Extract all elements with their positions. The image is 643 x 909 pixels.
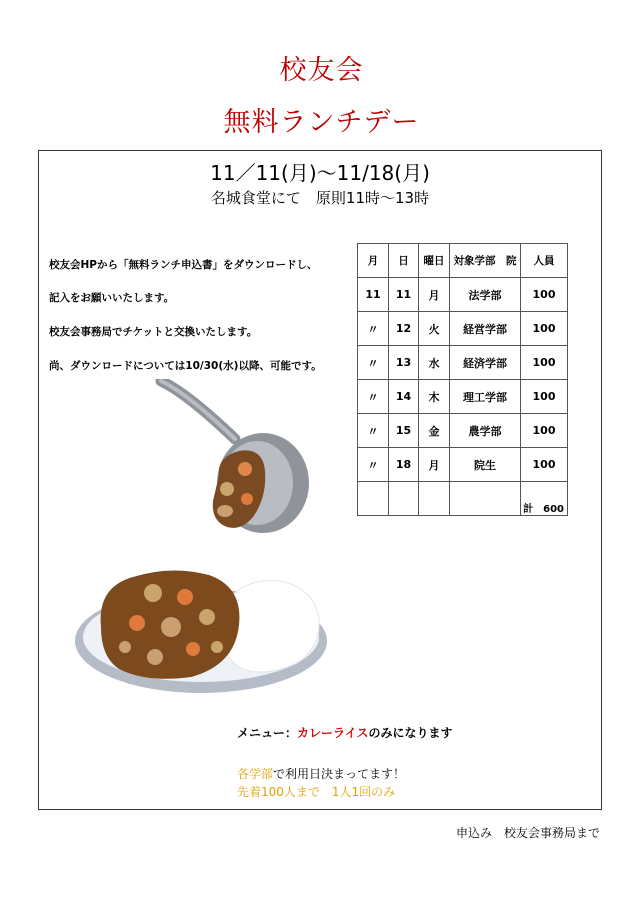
table-row: [358, 312, 568, 346]
footer-apply: 申込み 校友会事務局まで: [455, 826, 600, 840]
note-accent: 各学部: [237, 767, 274, 781]
table-header-row: [358, 244, 568, 278]
curry-illustration: [67, 379, 337, 699]
instruction-line: 校友会HPから「無料ランチ申込書」をダウンロードし、: [49, 259, 318, 271]
header-faculty: 対象学部 院: [450, 244, 521, 278]
cell-empty: [450, 482, 521, 516]
cell-weekday: 火: [419, 312, 450, 346]
menu-suffix: のみになります: [368, 726, 453, 740]
curry-rice-plate-illustration: [75, 570, 327, 693]
cell-month: 〃: [358, 312, 389, 346]
cell-capacity: 100: [521, 448, 568, 482]
note-text: で利用日決まってます！: [273, 767, 406, 781]
table-total-row: [358, 482, 568, 516]
cell-total: 計 600: [521, 482, 568, 516]
cell-month: 〃: [358, 380, 389, 414]
instruction-line: 校友会事務局でチケットと交換いたします。: [49, 326, 258, 338]
table-row: [358, 278, 568, 312]
cell-capacity: 100: [521, 278, 568, 312]
instruction-line: 尚、ダウンロードについては10/30(水)以降、可能です。: [49, 360, 322, 372]
cell-month: 〃: [358, 414, 389, 448]
cell-faculty: 法学部: [450, 278, 521, 312]
cell-day: 12: [389, 312, 419, 346]
cell-empty: [389, 482, 419, 516]
header-weekday: 曜日: [419, 244, 450, 278]
cell-weekday: 水: [419, 346, 450, 380]
content-frame: [38, 150, 602, 810]
cell-faculty: 経済学部: [450, 346, 521, 380]
table-row: [358, 448, 568, 482]
cell-month: 〃: [358, 346, 389, 380]
cell-faculty: 院生: [450, 448, 521, 482]
cell-weekday: 月: [419, 448, 450, 482]
note-first-come: 先着100人まで 1人1回のみ: [237, 785, 396, 799]
cell-capacity: 100: [521, 346, 568, 380]
venue-hours: 名城食堂にて 原則11時～13時: [210, 189, 430, 207]
cell-month: 〃: [358, 448, 389, 482]
cell-capacity: 100: [521, 380, 568, 414]
cell-weekday: 金: [419, 414, 450, 448]
cell-empty: [358, 482, 389, 516]
cell-day: 11: [389, 278, 419, 312]
menu-line: [237, 724, 453, 741]
table-row: [358, 380, 568, 414]
table-row: [358, 346, 568, 380]
cell-day: 15: [389, 414, 419, 448]
menu-label: メニュー：: [237, 726, 298, 740]
cell-capacity: 100: [521, 414, 568, 448]
cell-day: 14: [389, 380, 419, 414]
cell-faculty: 経営学部: [450, 312, 521, 346]
cell-weekday: 月: [419, 278, 450, 312]
page-title: 校友会: [279, 55, 364, 86]
header-month: 月: [358, 244, 389, 278]
cell-weekday: 木: [419, 380, 450, 414]
header-capacity: 人員: [521, 244, 568, 278]
cell-capacity: 100: [521, 312, 568, 346]
cell-day: 18: [389, 448, 419, 482]
cell-faculty: 理工学部: [450, 380, 521, 414]
cell-faculty: 農学部: [450, 414, 521, 448]
schedule-table: [357, 243, 568, 516]
cell-day: 13: [389, 346, 419, 380]
table-row: [358, 414, 568, 448]
note-faculty-days: [237, 765, 405, 782]
cell-month: 11: [358, 278, 389, 312]
page-subtitle: 無料ランチデー: [223, 107, 420, 138]
instruction-line: 記入をお願いいたします。: [49, 292, 175, 304]
header-day: 日: [389, 244, 419, 278]
curry-ladle-illustration: [161, 381, 309, 533]
cell-empty: [419, 482, 450, 516]
menu-item: カレーライス: [297, 726, 369, 740]
date-range: 11／11(月)～11/18(月): [210, 161, 430, 185]
